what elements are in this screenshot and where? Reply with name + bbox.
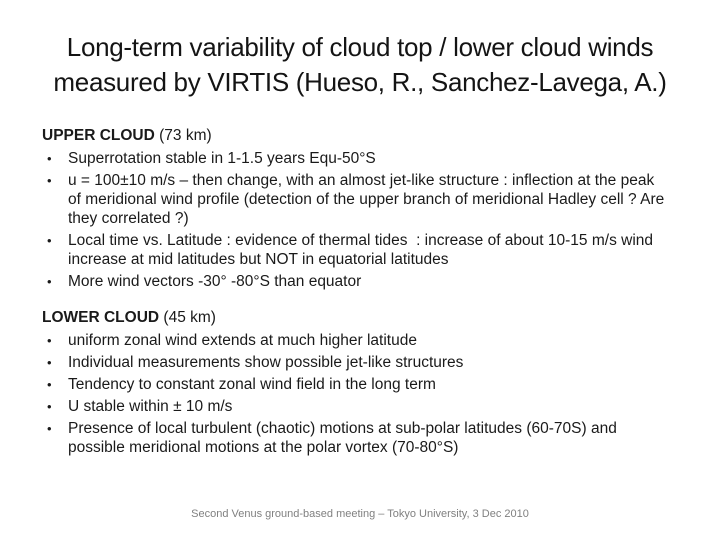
section-heading-bold-text: UPPER CLOUD — [42, 127, 155, 144]
bullet-text: Individual measurements show possible jet-like structures — [68, 354, 464, 371]
bullet-marker: • — [47, 233, 52, 248]
bullet-text: Tendency to constant zonal wind field in the long term — [68, 376, 436, 393]
section-heading-upper-cloud — [42, 126, 674, 146]
bullet-text: u = 100±10 m/s – then change, with an almost jet-like structure : inflection at the peak of meridional wind profile (detection of the upper branch of meridional Hadley cell ? Are they correlated ?) — [68, 172, 669, 227]
section-lower-cloud — [42, 308, 674, 457]
section-heading-lower-cloud — [42, 308, 674, 328]
bullet-item — [42, 231, 670, 269]
bullet-item — [42, 272, 670, 291]
bullet-item — [42, 331, 670, 350]
slide-footer: Second Venus ground-based meeting – Tokyo University, 3 Dec 2010 — [191, 508, 529, 520]
bullet-list-upper-cloud — [42, 149, 670, 291]
bullet-marker: • — [47, 399, 52, 414]
bullet-list-lower-cloud — [42, 331, 670, 457]
bullet-text: uniform zonal wind extends at much higher latitude — [68, 332, 417, 349]
bullet-text: More wind vectors -30° -80°S than equator — [68, 273, 362, 290]
bullet-item — [42, 353, 670, 372]
section-upper-cloud — [42, 126, 674, 291]
bullet-marker: • — [47, 421, 52, 436]
section-heading-bold-text: LOWER CLOUD — [42, 309, 160, 326]
slide-title — [15, 30, 705, 100]
bullet-item — [42, 171, 670, 228]
bullet-item — [42, 375, 670, 394]
bullet-text: Presence of local turbulent (chaotic) motions at sub-polar latitudes (60-70S) and possible meridional motions at the polar vortex (70-80°S) — [68, 420, 622, 456]
bullet-text: Local time vs. Latitude : evidence of thermal tides : increase of about 10-15 m/s wind increase at mid latitudes but NOT in equatorial latitudes — [68, 232, 658, 268]
bullet-marker: • — [47, 151, 52, 166]
bullet-marker: • — [47, 355, 52, 370]
bullet-marker: • — [47, 377, 52, 392]
bullet-marker: • — [47, 333, 52, 348]
section-heading-detail: (73 km) — [154, 127, 212, 144]
bullet-text: U stable within ± 10 m/s — [68, 398, 233, 415]
bullet-item — [42, 397, 670, 416]
bullet-item — [42, 419, 670, 457]
slide-body — [42, 126, 674, 460]
section-heading-detail: (45 km) — [159, 309, 216, 326]
bullet-text: Superrotation stable in 1-1.5 years Equ-50°S — [68, 150, 376, 167]
bullet-item — [42, 149, 670, 168]
bullet-marker: • — [47, 173, 52, 188]
slide-title-line-1: Long-term variability of cloud top / lower cloud winds — [66, 32, 654, 62]
bullet-marker: • — [47, 274, 52, 289]
slide-title-line-2: measured by VIRTIS (Hueso, R., Sanchez-Lavega, A.) — [53, 67, 667, 97]
